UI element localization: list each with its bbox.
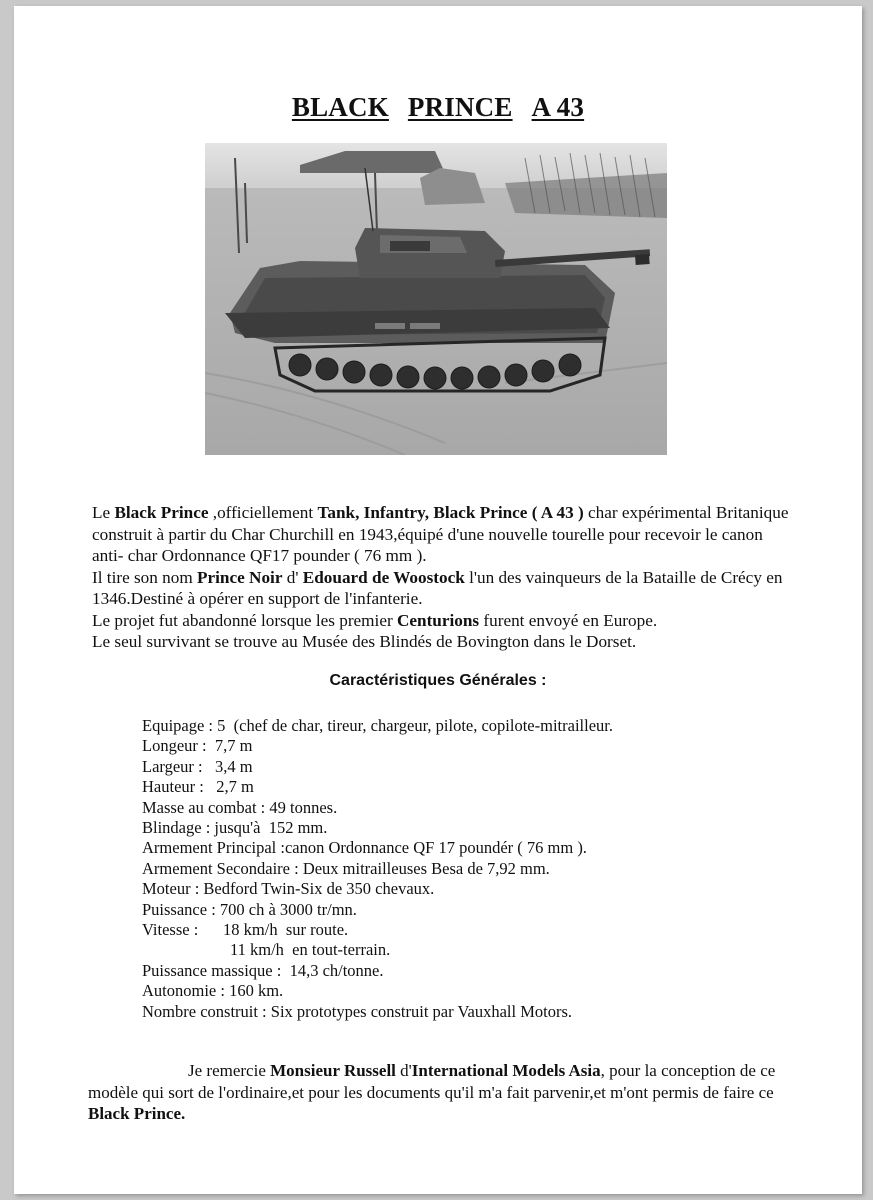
spec-line: Equipage : 5 (chef de char, tireur, chargeur, pilote, copilote-mitrailleur.: [142, 716, 613, 735]
thanks-text-2: d': [395, 1061, 412, 1080]
intro-paragraph-3: [92, 610, 792, 632]
intro-p1-bold-2: Tank, Infantry, Black Prince ( A 43 ): [317, 503, 584, 522]
intro-p3-text-1: Le projet fut abandonné lorsque les premier: [92, 610, 397, 630]
spec-line: Vitesse : 18 km/h sur route.: [142, 920, 349, 940]
spec-line: Armement Secondaire : Deux mitrailleuses Besa de 7,92 mm.: [142, 858, 550, 878]
intro-p1-bold-1: Black Prince: [114, 503, 209, 522]
intro-p2-text-1: Il tire son nom: [92, 567, 198, 587]
intro-p2-bold-1: Prince Noir: [197, 567, 283, 587]
thanks-bold-3: Black Prince.: [88, 1104, 186, 1123]
thanks-bold-2: International Models Asia: [411, 1061, 601, 1080]
title-word-black: BLACK: [291, 92, 389, 122]
acknowledgement-paragraph: [88, 1060, 788, 1125]
intro-p3-bold-1: Centurions: [396, 610, 480, 630]
spec-line: 11 km/h en tout-terrain.: [230, 940, 391, 960]
tank-photo-illustration: [205, 143, 667, 455]
spec-line: Blindage : jusqu'à 152 mm.: [142, 818, 328, 838]
thanks-bold-1: Monsieur Russell: [270, 1061, 396, 1080]
intro-p1-text-2: ,officiellement: [208, 503, 318, 522]
intro-p1-text-3: char expérimental Britanique construit à partir du Char Churchill en 1943,équipé d'une nouvelle tourelle pour recevoir le canon anti- char Ordonnance QF17 pounder ( 76 mm ).: [92, 503, 789, 565]
spec-line: Hauteur : 2,7 m: [142, 777, 254, 797]
spec-line: Autonomie : 160 km.: [142, 981, 284, 1001]
spec-line: Nombre construit : Six prototypes construit par Vauxhall Motors.: [142, 1001, 573, 1021]
intro-p2-bold-2: Edouard de Woostock: [302, 567, 465, 587]
spec-line: Moteur : Bedford Twin-Six de 350 chevaux.: [142, 879, 435, 899]
page-title: [14, 92, 862, 123]
spec-line: Puissance massique : 14,3 ch/tonne.: [142, 960, 384, 980]
spec-line: Longeur : 7,7 m: [142, 736, 253, 756]
spec-line: Armement Principal :canon Ordonnance QF 17 poundér ( 76 mm ).: [142, 838, 587, 858]
acknowledgement: [88, 1060, 788, 1125]
intro-paragraph-2: [92, 567, 792, 610]
thanks-text-1: Je remercie: [188, 1061, 271, 1080]
intro-p2-text-3: l'un des vainqueurs de la Bataille de Crécy en 1346.Destiné à opérer en support de l'infanterie.: [92, 567, 783, 608]
spec-line: Largeur : 3,4 m: [142, 756, 253, 776]
intro-p2-text-2: d': [282, 567, 303, 587]
section-title: Caractéristiques Générales :: [329, 672, 547, 689]
intro-p1-text-1: Le: [92, 503, 115, 522]
thanks-text-3: , pour la conception de ce modèle qui sort de l'ordinaire,et pour les documents qu'il m'a fait parvenir,et m'ont permis de faire ce: [88, 1061, 776, 1102]
intro-text: [92, 502, 792, 653]
intro-p3-text-2: furent envoyé en Europe.: [479, 610, 658, 630]
spec-line: Masse au combat : 49 tonnes.: [142, 797, 338, 817]
intro-paragraph-1: [92, 502, 792, 567]
title-word-prince: PRINCE: [407, 92, 513, 122]
tank-photo: [205, 143, 667, 455]
title-word-designation: A 43: [531, 92, 585, 122]
intro-paragraph-4: Le seul survivant se trouve au Musée des Blindés de Bovington dans le Dorset.: [92, 632, 637, 651]
specs-list: [142, 716, 782, 1022]
document-page: [14, 6, 862, 1194]
spec-line: Puissance : 700 ch à 3000 tr/mn.: [142, 899, 357, 919]
